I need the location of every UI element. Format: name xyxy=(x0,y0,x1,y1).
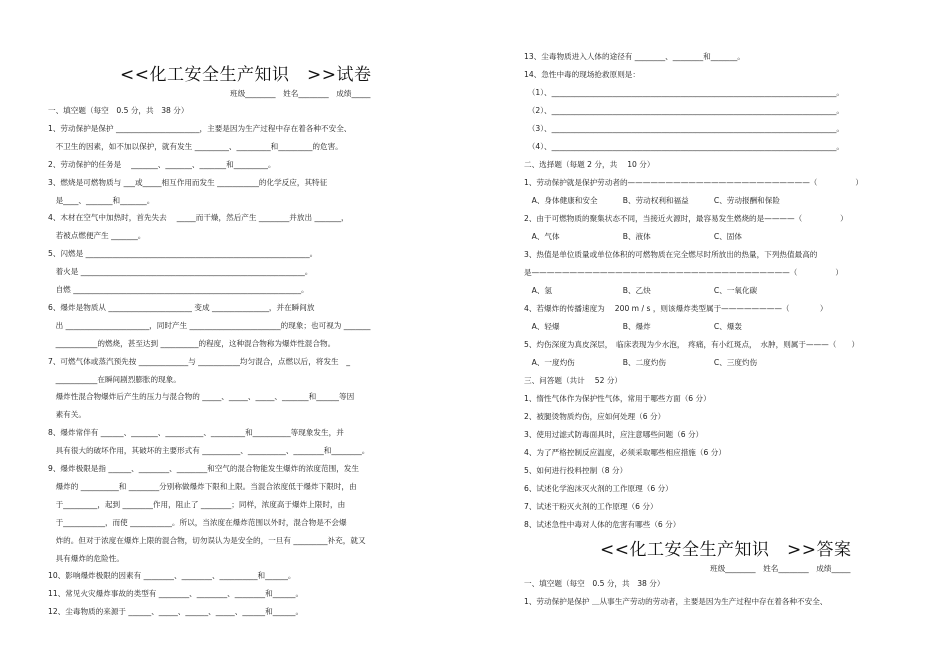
text-line: 11、常见火灾爆炸事故的类型有 ________、________、________和______。 xyxy=(48,589,304,599)
text-line: （2）、___________________________________________________________________________。 xyxy=(524,106,844,115)
text-line: （3）、___________________________________________________________________________。 xyxy=(524,124,844,133)
text-line: 三、问答题（共计 52 分） xyxy=(524,376,623,385)
text-line: A、氢 B、乙炔 C、一氧化碳 xyxy=(524,286,758,295)
text-line: 1、劳动保护是保护 ＿从事生产劳动的劳动者，主要是因为生产过程中存在着各种不安全、 xyxy=(524,597,828,606)
text-line: 2、被腿烫物质灼伤，应如何处理（6 分） xyxy=(524,412,666,421)
text-line: 4、木材在空气中加热时，首先失去 _____而干燥，然后产生 ________并放出 _______， xyxy=(48,213,349,223)
text-line: 于___________，而使 ___________。所以，当浓度在爆炸范围以外时，混合物是不会爆 xyxy=(48,517,347,527)
text-line: 3、燃烧是可燃物质与 ___或_____相互作用而发生 ___________的化学反应，其特征 xyxy=(48,177,328,187)
text-line: 出 ______________________，同时产生 ________________________的现象；也可视为 _______ xyxy=(48,320,371,330)
text-line: 炸的。但对于浓度在爆炸上限的混合物，切勿误认为是安全的，一旦有 _________补充，就又 xyxy=(48,535,366,545)
text-line: 着火是 ___________________________________________________________。 xyxy=(48,267,313,277)
text-line: 4、若爆炸的传播速度为 200 m / s ，则该爆炸类型属于————————（ ） xyxy=(524,304,828,313)
text-line: 6、试述化学泡沫灭火剂的工作原理（6 分） xyxy=(524,484,673,493)
text-line: 4、为了严格控制反应温度，必须采取哪些相应措施（6 分） xyxy=(524,448,726,457)
text-line: 于_________，起到 ________作用，阻止了 ________；同样，浓度高于爆炸上限时，由 xyxy=(48,499,346,509)
text-line: 具有很大的破坏作用，其破坏的主要形式有 __________、__________、________和________。 xyxy=(48,446,370,456)
text-line: 7、试述干粉灭火剂的工作原理（6 分） xyxy=(524,502,658,511)
text-line: ___________的燃烧，甚至达到 __________的程度，这种混合物称为爆炸性混合物。 xyxy=(48,338,336,348)
text-line: 10、影响爆炸极限的因素有 ________、________、__________和______。 xyxy=(48,571,296,581)
text-line: 爆炸的 __________和 ________分别称做爆炸下限和上限。当混合浓度低于爆炸下限时，由 xyxy=(48,481,357,491)
text-line: 1、惰性气体作为保护性气体，常用于哪些方面（6 分） xyxy=(524,394,711,403)
exam-title: <<化工安全生产知识 >>试卷 xyxy=(120,65,372,85)
text-line: 6、爆炸是物质从 ______________________ 变成 _______________，并在瞬间放 xyxy=(48,302,315,312)
text-line: 自燃 ____________________________________________________________。 xyxy=(48,285,309,294)
text-line: 爆炸性混合物爆炸后产生的压力与混合物的 _____、_____、_____、_______和______等因 xyxy=(48,392,355,402)
text-line: ___________在瞬间剧烈膨胀的现象。 xyxy=(48,374,181,384)
text-line: 1、劳动保护是保护 ______________________，主要是因为生产过程中存在着各种不安全、 xyxy=(48,123,352,133)
text-line: 素有关。 xyxy=(48,410,86,420)
text-line: 5、闪燃是 ___________________________________________________________。 xyxy=(48,249,318,259)
text-line: 5、灼伤深度为真皮深层， 临床表现为少水泡， 疼痛，有小红斑点， 水肿，则属于———（ ） xyxy=(524,340,860,349)
text-line: 一、填空题（每空 0.5 分，共 38 分） xyxy=(48,106,189,115)
text-line: 是____、_______和_______。 xyxy=(48,195,155,205)
text-line: A、气体 B、液体 C、固体 xyxy=(524,232,742,241)
text-line: 13、尘毒物质进入人体的途径有 ________、________和_______。 xyxy=(524,52,745,61)
text-line: 14、急性中毒的现场抢救原则是： xyxy=(524,70,640,79)
class-name-score-line: 班级________ 姓名________ 成绩_____ xyxy=(230,89,371,98)
text-line: A、身体健康和安全 B、劳动权利和福益 C、劳动报酬和保险 xyxy=(524,196,780,205)
text-line: 9、爆炸极限是指 ______、________、________和空气的混合物能发生爆炸的浓度范围，发生 xyxy=(48,464,359,473)
text-line: 若被点燃便产生 _______。 xyxy=(48,231,146,241)
text-line: 12、尘毒物质的来源于 ______、_____、______、_____、______和______。 xyxy=(48,607,304,617)
text-line: 1、劳动保护就是保护劳动者的————————————————————————（ ） xyxy=(524,178,863,187)
text-line: 二、选择题（每题 2 分，共 10 分） xyxy=(524,160,655,169)
text-line: A、轻爆 B、爆炸 C、爆轰 xyxy=(524,322,742,331)
text-line: 3、使用过滤式防毒面具时，应注意哪些问题（6 分） xyxy=(524,430,704,439)
text-line: 8、爆炸常伴有 ______、_______、__________、_________和__________等现象发生，并 xyxy=(48,428,344,438)
answer-title: <<化工安全生产知识 >>答案 xyxy=(600,540,852,560)
text-line: 5、如何进行投料控制（8 分） xyxy=(524,466,628,475)
text-line: 2、劳动保护的任务是 _______、_______、_______和_________。 xyxy=(48,159,276,169)
text-line: 7、可燃气体或蒸汽预先按 _____________与 ___________均匀混合，点燃以后，将发生 _ xyxy=(48,356,351,366)
text-line: 2、由于可燃物质的聚集状态不同，当接近火源时，最容易发生燃烧的是————（ ） xyxy=(524,214,848,223)
text-line: A、一度灼伤 B、二度灼伤 C、三度灼伤 xyxy=(524,358,758,367)
answer-class-name-score-line: 班级________ 姓名________ 成绩_____ xyxy=(710,564,851,573)
text-line: 3、热值是单位质量或单位体积的可燃物质在完全燃尽时所放出的热量，下列热值最高的 xyxy=(524,250,818,259)
text-line: 一、填空题（每空 0.5 分，共 38 分） xyxy=(524,579,665,588)
text-line: 是——————————————————————————————————（ ） xyxy=(524,268,843,277)
text-line: （1）、___________________________________________________________________________。 xyxy=(524,88,844,97)
text-line: 8、试述急性中毒对人体的危害有哪些（6 分） xyxy=(524,520,681,529)
text-line: （4）、___________________________________________________________________________。 xyxy=(524,142,844,151)
text-line: 具有爆炸的危险性。 xyxy=(48,553,124,563)
text-line: 不卫生的因素，如不加以保护，就有发生 _________、_________和_________的危害。 xyxy=(48,141,343,151)
